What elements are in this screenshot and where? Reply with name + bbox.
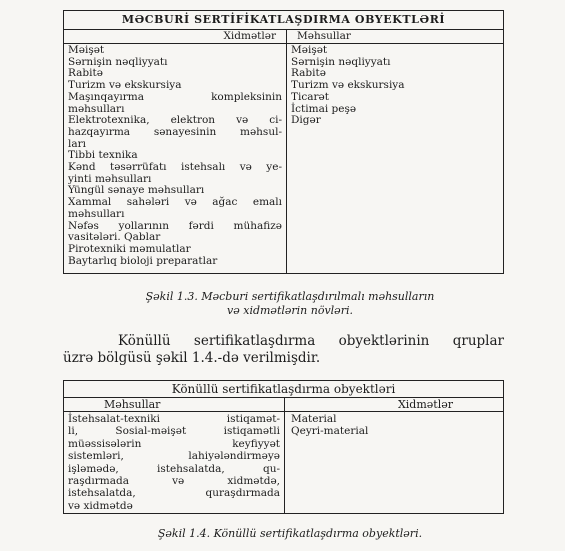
table2-header-services: Xidmətlər — [397, 398, 453, 411]
table1-right-line: Turizm və ekskursiya — [291, 79, 405, 92]
table1-left-line: vasitələri. Qablar — [68, 231, 161, 244]
table2-products-column — [64, 412, 285, 514]
table2-right-line: Qeyri-material — [291, 425, 369, 438]
table1-left-line: hazqayırma sənayesinin məhsul- — [68, 125, 282, 138]
table2-left-line: müəssisələrin keyfiyyət — [68, 437, 280, 450]
table2-left-line: işləmədə, istehsalatda, qu- — [68, 462, 280, 475]
table1-left-line: Turizm və ekskursiya — [68, 79, 182, 92]
mandatory-certification-table — [63, 10, 504, 274]
body-paragraph — [63, 333, 504, 367]
table1-header-row — [64, 30, 503, 44]
table1-left-line: Kənd təsərrüfatı istehsalı və ye- — [68, 161, 282, 174]
table1-header-services: Xidmətlər — [64, 30, 287, 43]
table2-right-line: Material — [291, 413, 337, 425]
table1-left-line: Maşınqayırma kompleksinin — [68, 90, 282, 103]
table1-left-line: Məişət — [68, 44, 105, 56]
figure-1-3-caption — [100, 290, 480, 318]
table1-left-line: Yüngül sənaye məhsulları — [68, 184, 205, 197]
table2-left-line: raşdırmada və xidmətdə, — [68, 475, 280, 488]
table1-left-line: yinti məhsulları — [68, 172, 152, 185]
table2-title: Könüllü sertifikatlaşdırma obyektləri — [64, 381, 503, 398]
table1-left-line: məhsulları — [68, 102, 125, 115]
table1-right-line: Məişət — [291, 44, 328, 56]
table1-left-line: Elektrotexnika, elektron və ci- — [68, 114, 282, 127]
table1-left-line: Nəfəs yollarının fərdi mühafizə — [68, 219, 282, 232]
table2-left-line: li, Sosial-məişət istiqamətli — [68, 425, 280, 438]
table1-products-column — [287, 44, 503, 274]
table1-title: MƏCBURİ SERTİFİKATLAŞDIRMA OBYEKTLƏRİ — [64, 11, 503, 30]
table2-left-line: istehsalatda, quraşdırmada — [68, 487, 280, 500]
table1-left-line: Sərnişin nəqliyyatı — [68, 55, 168, 68]
table2-left-line: İstehsalat-texniki istiqamət- — [68, 413, 280, 425]
table1-left-line: məhsulları — [68, 207, 125, 220]
table2-left-line: sistemləri, lahiyələndirməyə — [68, 450, 280, 463]
table1-right-line: Digər — [291, 114, 321, 127]
table1-services-column — [64, 44, 287, 274]
table1-body — [64, 44, 503, 274]
table2-header-products: Məhsullar — [64, 398, 285, 411]
caption1-line: və xidmətlərin növləri. — [227, 304, 353, 317]
table1-left-line: Pirotexniki məmulatlar — [68, 242, 191, 255]
table2-services-column — [285, 412, 503, 514]
table2-header-row — [64, 398, 503, 412]
figure-1-4-caption: Şəkil 1.4. Könüllü sertifikatlaşdırma obyektləri. — [157, 527, 423, 540]
voluntary-certification-table — [63, 380, 504, 514]
caption1-line: Şəkil 1.3. Məcburi sertifikatlaşdırılmalı məhsulların — [145, 290, 435, 303]
table2-left-line: və xidmətdə — [68, 499, 133, 512]
table2-body — [64, 412, 503, 514]
table1-right-line: Ticarət — [291, 90, 329, 103]
table1-left-line: ları — [68, 137, 86, 150]
table1-right-line: Sərnişin nəqliyyatı — [291, 55, 391, 68]
paragraph-line: Könüllü sertifikatlaşdırma obyektlərinin qruplar — [118, 333, 504, 349]
table1-right-line: Rabitə — [291, 67, 326, 80]
paragraph-line: üzrə bölgüsü şəkil 1.4.-də verilmişdir. — [63, 350, 321, 366]
table1-left-line: Baytarlıq bioloji preparatlar — [68, 254, 218, 267]
table1-header-products: Məhsullar — [297, 30, 351, 42]
table1-right-line: İctimai peşə — [291, 102, 357, 115]
table1-left-line: Rabitə — [68, 67, 103, 80]
table1-left-line: Tibbi texnika — [68, 149, 138, 162]
table1-left-line: Xammal sahələri və ağac emalı — [68, 196, 282, 209]
